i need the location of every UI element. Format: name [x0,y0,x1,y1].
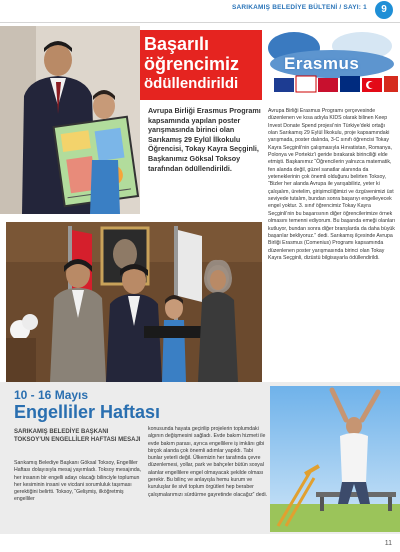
section-body-column-2: konusunda hayata geçirilip projelerin toplumdaki algının değişmesini sağladı. Evde bakım hizmeti ile evde bakım parası, ayrıca engellilere iş imkânı gibi birçok alanda çok önemli adımlar yapıldı. Tabi bunlar yeterli değil. Ülkemizin her tarafında çevre düzenlemesi, yollar, park ve bahçeler bütün sosyal alanlar engellilere engel olmayacak şekilde olması gerekir. Bu bilinç ve anlayışla hemu kurum ve kuruluşlar ile sivil toplum örgütleri hep beraber çalışmalarımızı sürdürme gayretinde olacağız” dedi. [148,426,268,498]
event-date: 10 - 16 Mayıs [14,388,89,402]
erasmus-logo [266,30,400,100]
disability-week-photo [270,386,400,532]
section-body-column-1: Sarıkamış Belediye Başkanı Göksal Toksoy, Engelliler Haftası dolayısıyla mesaj yayımladı. Toksoy mesajında, her insanın bir engelli adayı olacağı bilinciyle toplumun her kesiminin insani ve vicdani sorumluluk taşıması gerektiğini belirtti. Toksoy, “Gelişmiş, ilköğretmiş engelliler [14,460,142,503]
article-body: Avrupa Birliği Erasmus Programı çerçevesinde düzenlenen ve kısa adıyla KIDS olarak bilinen Keep Invest Donate Spend projesi’nin Türkiye’deki ortağı olan Sarıkamış 29 Eylül İlkokulu, proje kapsamındaki yarışmada, poster dalında, 3-C sınıfı öğrencisi Tokay Kayra Seçginli’nin çalışmasıyla Hırvatistan, Romanya, Polonya ve Portekiz’i geride bırakarak birinciliği elde etmişti. Başkanımız “Öğrencilerin yalnızca matematik, fen alanda değil, güzel sanatlar alanında da yeteneklerinin çok önemli olduğunu belirten Toksoy, “Bizler her alanda Avrupa ile yarışabiliriz, yeter ki çalışalım, üretelim, girişimciliğimizi ve özgüvenimizi üst seviyede tutalım, bundan sonra başarıyı engelleyecek engel yoktur. 3. sınıf öğrencimiz Tokay Kayra Seçginli’nin bu başarısının diğer öğrencilerimize örnek olmasını temenni ediyorum. Bu başarıda emeği olanları kutluyor, bundan sonra diğer branşlarda da daha büyük başarılar bekliyoruz.” dedi. Sarıkamış ilçesinde Avrupa Birliği Erasmus (Comenius) Programı kapsamında düzenlenen poster yarışmasında birinci olan Tokay Kayra Seçginli, dizüstü bilgisayarla ödüllendirildi. [268,108,396,261]
article-title-line-1: Başarılı [144,34,210,54]
article-lead: Avrupa Birliği Erasmus Programı kapsamında yapılan poster yarışmasında birinci olan Sarıkamış 29 Eylül İlkokulu Öğrencisi, Tokay Kayra Seçginli, Başkanımız Göksal Toksoy tarafından ödüllendirildi. [148,106,261,173]
erasmus-logo-text: Erasmus [284,54,360,73]
magazine-logo: 9 [375,1,393,19]
page-number: 11 [384,540,392,547]
magazine-header: SARIKAMIŞ BELEDİYE BÜLTENİ / SAYI: 1 [231,4,367,11]
article-title-line-2: öğrencimiz [144,54,240,74]
section-subhead: SARIKAMIŞ BELEDİYE BAŞKANI TOKSOY’UN ENGELLİLER HAFTASI MESAJI [14,429,141,443]
header-divider [0,22,400,23]
article-title-line-3: ödüllendirildi [144,75,239,92]
office-group-photo [6,222,262,382]
section-title: Engelliler Haftası [14,402,161,422]
award-photo [0,26,140,214]
article-title-band [140,30,262,100]
